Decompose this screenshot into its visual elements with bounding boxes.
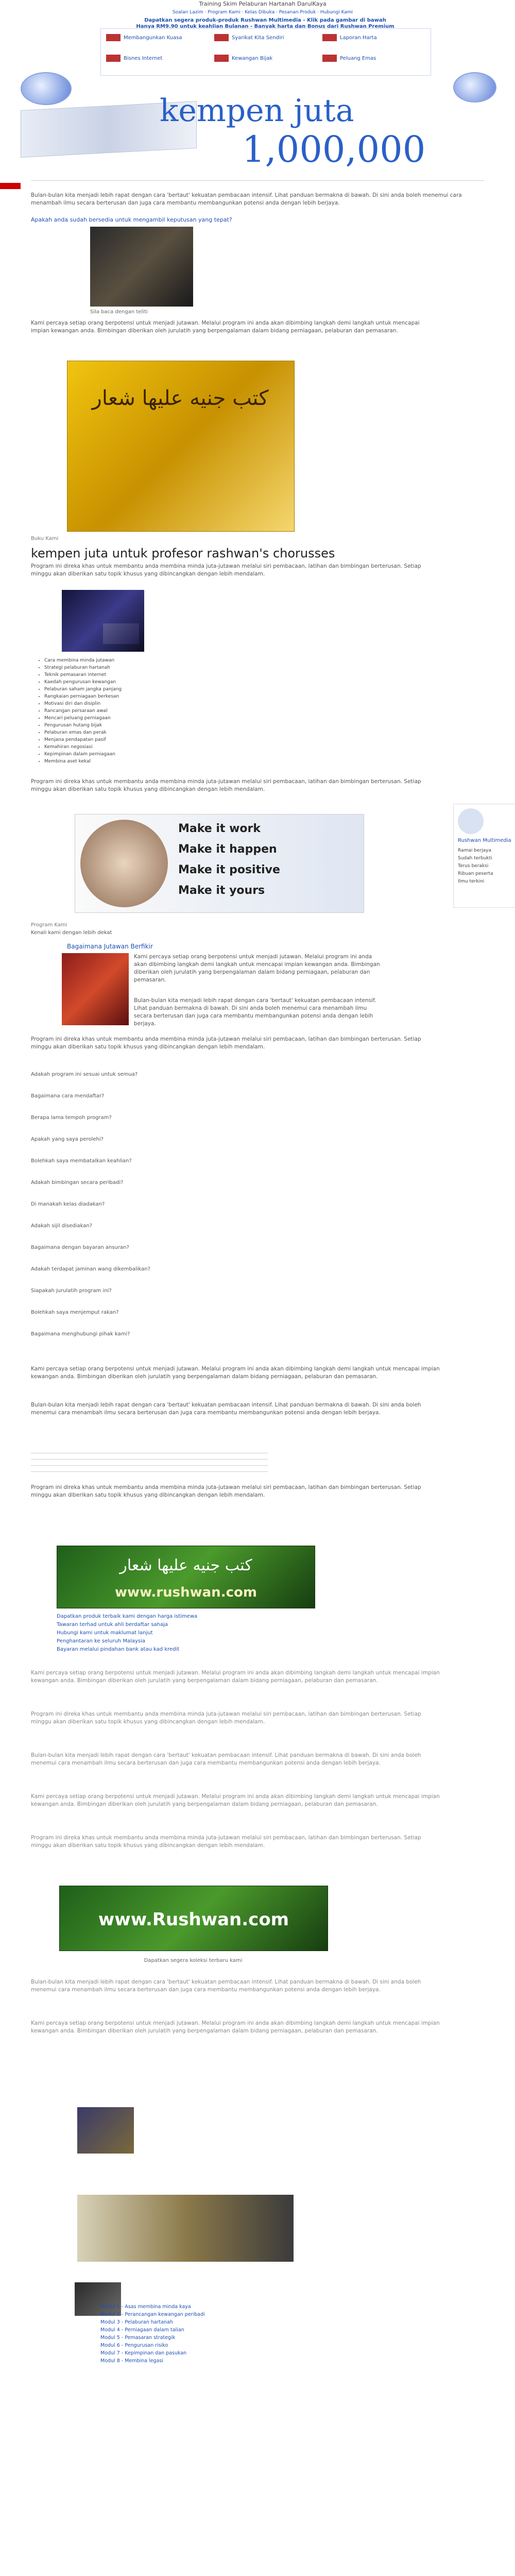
product-image-wide[interactable] [77,2195,294,2262]
product-image[interactable] [77,2107,134,2154]
section-label: Buku Kami [31,536,59,541]
long-text-5: Program ini direka khas untuk membantu anda membina minda juta-jutawan melalui siri pembacaan, latihan dan bimbingan berterusan. Setiap minggu akan diberikan satu topik khusus yang dibincangkan dengan lebih mendalam. [31,1835,421,1849]
list-item: • Membina aset kekal [44,758,242,765]
module-item[interactable]: Modul 7 - Kepimpinan dan pasukan [100,2350,187,2356]
list-item: • Kaedah pengurusan kewangan [44,679,242,686]
person-photo [80,820,168,907]
module-item[interactable]: Modul 2 - Perancangan kewangan peribadi [100,2312,205,2317]
list-item: • Pelaburan saham jangka panjang [44,686,242,693]
faq-answer-block-2: Bulan-bulan kita menjadi lebih rapat dengan cara 'bertaut' kekuatan pembacaan intensif. Lihat panduan bermakna di bawah. Di sini anda boleh menemui cara menambah ilmu secara berterusan dan juga cara membantu membangunkan potensi anda dengan lebih berjaya. [31,1402,421,1416]
faq-item[interactable]: Siapakah jurulatih program ini? [31,1288,112,1294]
module-item[interactable]: Modul 3 - Pelaburan hartanah [100,2319,173,2325]
module-item[interactable]: Modul 5 - Pemasaran strategik [100,2335,176,2341]
banner-caption: Dapatkan segera koleksi terbaru kami [144,1958,243,1963]
offer-line[interactable]: Bayaran melalui pindahan bank atau kad kredit [57,1647,180,1652]
faq-item[interactable]: Adakah bimbingan secara peribadi? [31,1180,124,1185]
list-item: • Pengurusan hutang bijak [44,722,242,729]
rushwan-banner[interactable] [57,1546,315,1608]
faq-item[interactable]: Apakah yang saya perolehi? [31,1137,104,1142]
promo-line-2[interactable]: Hanya RM9.90 untuk keahlian Bulanan - Banyak harta dan Bonus dari Rushwan Premium [136,24,394,29]
faq-item[interactable]: Bolehkah saya membatalkan keahlian? [31,1158,132,1164]
book-icon [322,34,337,41]
feature-list [36,657,242,765]
faq-answer-block: Kami percaya setiap orang berpotensi untuk menjadi jutawan. Melalui program ini anda akan dibimbing langkah demi langkah untuk mencapai impian kewangan anda. Bimbingan diberikan oleh jurulatih yang berpengalaman dalam bidang perniagaan, pelaburan dan pemasaran. [31,1366,440,1380]
intro-ask: Apakah anda sudah bersedia untuk mengambil keputusan yang tepat? [31,216,232,223]
book-icon [106,34,121,41]
ad-title: Rushwan Multimedia [458,838,511,843]
divider [31,1471,268,1472]
module-item[interactable]: Modul 6 - Pengurusan risiko [100,2343,168,2348]
ad-point: Ilmu terkini [458,879,485,884]
r-logo-icon [458,808,484,834]
long-text-6: Bulan-bulan kita menjadi lebih rapat dengan cara 'bertaut' kekuatan pembacaan intensif. Lihat panduan bermakna di bawah. Di sini anda boleh menemui cara menambah ilmu secara berterusan dan juga cara membantu membangunkan potensi anda dengan lebih berjaya. [31,1979,421,1993]
ad-point: Terus beraksi [458,863,489,869]
module-item[interactable]: Modul 1 - Asas membina minda kaya [100,2304,191,2310]
promo-line-1[interactable]: Dapatkan segera produk-produk Rushwan Multimedia - Klik pada gambar di bawah [144,18,386,23]
faq-item[interactable]: Berapa lama tempoh program? [31,1115,112,1121]
book-icon [106,55,121,62]
menu-item[interactable]: Peluang Emas [322,55,425,64]
make-it-line: Make it happen [178,843,277,856]
faq-item[interactable]: Bagaimana cara mendaftar? [31,1093,105,1099]
section-title: Bagaimana Jutawan Berfikir [67,943,153,950]
section-sub: Kenali kami dengan lebih dekat [31,930,112,936]
book-arabic-title: كتب جنيه عليها شعار [92,386,269,410]
intro-text-2: Kami percaya setiap orang berpotensi untuk menjadi jutawan. Melalui program ini anda akan dibimbing langkah demi langkah untuk mencapai impian kewangan anda. Bimbingan diberikan oleh jurulatih yang berpengalaman dalam bidang perniagaan, pelaburan dan pemasaran. [31,320,420,334]
faq-item[interactable]: Adakah terdapat jaminan wang dikembalikan? [31,1266,150,1272]
rushwan-banner-2[interactable] [59,1886,328,1951]
ad-point: Sudah terbukti [458,856,492,861]
list-item: • Menjana pendapatan pasif [44,736,242,743]
list-item: • Cara membina minda jutawan [44,657,242,664]
divider [31,1459,268,1460]
banner-arabic: كتب جنيه عليها شعار [119,1556,252,1574]
intro-image [90,227,193,307]
dvd-image-2 [103,623,139,644]
list-item: • Pelaburan emas dan perak [44,729,242,736]
section2-paragraph: Kami percaya setiap orang berpotensi untuk menjadi jutawan. Melalui program ini anda akan dibimbing langkah demi langkah untuk mencapai impian kewangan anda. Bimbingan diberikan oleh jurulatih yang berpengalaman dalam bidang perniagaan, pelaburan dan pemasaran. [134,954,380,983]
module-list [100,2303,255,2365]
long-text-7: Kami percaya setiap orang berpotensi untuk menjadi jutawan. Melalui program ini anda akan dibimbing langkah demi langkah untuk mencapai impian kewangan anda. Bimbingan diberikan oleh jurulatih yang berpengalaman dalam bidang perniagaan, pelaburan dan pemasaran. [31,2020,440,2034]
banner-number: 1,000,000 [242,128,426,171]
left-logo[interactable] [21,72,72,105]
section1-extra: Program ini direka khas untuk membantu anda membina minda juta-jutawan melalui siri pembacaan, latihan dan bimbingan berterusan. Setiap minggu akan diberikan satu topik khusus yang dibincangkan dengan lebih mendalam. [31,778,421,792]
book-icon [322,55,337,62]
faq-item[interactable]: Bagaimana menghubungi pihak kami? [31,1331,130,1337]
section2-paragraph-2: Bulan-bulan kita menjadi lebih rapat dengan cara 'bertaut' kekuatan pembacaan intensif. Lihat panduan bermakna di bawah. Di sini anda boleh menemui cara menambah ilmu secara berterusan dan juga cara membantu membangunkan potensi anda dengan lebih berjaya. [134,997,376,1027]
menu-item[interactable]: Syarikat Kita Sendiri [214,34,317,43]
intro-paragraph: Bulan-bulan kita menjadi lebih rapat dengan cara 'bertaut' kekuatan pembacaan intensif. Lihat panduan bermakna di bawah. Di sini anda boleh menemui cara menambah ilmu secara berterusan dan juga cara membantu membangunkan potensi anda dengan lebih berjaya. [31,192,462,206]
section-label: Program Kami [31,922,67,928]
menu-item[interactable]: Bisnes Internet [106,55,209,64]
banner-site-2: www.Rushwan.com [98,1909,289,1930]
top-nav[interactable]: Soalan Lazim · Program Kami · Kelas Dibuka · Pesanan Produk · Hubungi Kami [172,10,353,15]
book-icon [214,55,229,62]
list-item: • Kepimpinan dalam perniagaan [44,751,242,758]
page-header [0,0,515,180]
module-item[interactable]: Modul 4 - Perniagaan dalam talian [100,2327,184,2333]
offer-line[interactable]: Dapatkan produk terbaik kami dengan harga istimewa [57,1614,198,1619]
ad-point: Ribuan peserta [458,871,493,876]
list-item: • Kemahiran negosiasi [44,743,242,751]
module-item[interactable]: Modul 8 - Membina legasi [100,2358,163,2364]
banner-title: kempen juta [160,93,354,129]
section-paragraph: Program ini direka khas untuk membantu anda membina minda juta-jutawan melalui siri pembacaan, latihan dan bimbingan berterusan. Setiap minggu akan diberikan satu topik khusus yang dibincangkan dengan lebih mendalam. [31,563,421,577]
faq-item[interactable]: Di manakah kelas diadakan? [31,1201,105,1207]
offer-line[interactable]: Tawaran terhad untuk ahli berdaftar sahaja [57,1622,168,1628]
side-ad[interactable] [453,804,515,908]
divider [31,180,484,181]
list-item: • Rancangan persaraan awal [44,707,242,715]
list-item: • Strategi pelaburan hartanah [44,664,242,671]
long-text-2: Program ini direka khas untuk membantu anda membina minda juta-jutawan melalui siri pembacaan, latihan dan bimbingan berterusan. Setiap minggu akan diberikan satu topik khusus yang dibincangkan dengan lebih mendalam. [31,1711,421,1725]
product-menu [100,28,431,76]
offer-list [57,1613,314,1654]
right-logo[interactable] [453,72,496,103]
menu-item[interactable]: Laporan Harta [322,34,425,43]
make-it-banner[interactable] [75,814,364,913]
offer-line[interactable]: Hubungi kami untuk maklumat lanjut [57,1630,153,1636]
list-item: • Teknik pemasaran internet [44,671,242,679]
book-icon [214,34,229,41]
offer-line[interactable]: Penghantaran ke seluruh Malaysia [57,1638,146,1644]
long-text-4: Kami percaya setiap orang berpotensi untuk menjadi jutawan. Melalui program ini anda akan dibimbing langkah demi langkah untuk mencapai impian kewangan anda. Bimbingan diberikan oleh jurulatih yang berpengalaman dalam bidang perniagaan, pelaburan dan pemasaran. [31,1793,440,1807]
section2-paragraph-3: Program ini direka khas untuk membantu anda membina minda juta-jutawan melalui siri pembacaan, latihan dan bimbingan berterusan. Setiap minggu akan diberikan satu topik khusus yang dibincangkan dengan lebih mendalam. [31,1036,421,1050]
list-item: • Mencari peluang perniagaan [44,715,242,722]
ad-point: Ramai berjaya [458,848,492,853]
faq-item[interactable]: Bagaimana dengan bayaran ansuran? [31,1245,129,1250]
menu-item[interactable]: Membangunkan Kuasa [106,34,209,43]
make-it-line: Make it positive [178,863,280,876]
book-cover-image[interactable] [62,953,129,1025]
long-text: Kami percaya setiap orang berpotensi untuk menjadi jutawan. Melalui program ini anda akan dibimbing langkah demi langkah untuk mencapai impian kewangan anda. Bimbingan diberikan oleh jurulatih yang berpengalaman dalam bidang perniagaan, pelaburan dan pemasaran. [31,1670,440,1684]
list-item: • Motivasi diri dan disiplin [44,700,242,707]
top-title: Training Skim Pelaburan Hartanah DarulKaya [199,1,327,7]
faq-item[interactable]: Adakah sijil disediakan? [31,1223,93,1229]
long-text-3: Bulan-bulan kita menjadi lebih rapat dengan cara 'bertaut' kekuatan pembacaan intensif. Lihat panduan bermakna di bawah. Di sini anda boleh menemui cara menambah ilmu secara berterusan dan juga cara membantu membangunkan potensi anda dengan lebih berjaya. [31,1752,421,1766]
make-it-line: Make it work [178,822,261,835]
banner-site: www.rushwan.com [115,1585,257,1600]
list-item: • Rangkaian perniagaan berkesan [44,693,242,700]
divider [31,1465,268,1466]
pdf-icon[interactable] [0,183,21,189]
section-title: kempen juta untuk profesor rashwan's chorusses [31,546,335,561]
closing-text: Program ini direka khas untuk membantu anda membina minda juta-jutawan melalui siri pembacaan, latihan dan bimbingan berterusan. Setiap minggu akan diberikan satu topik khusus yang dibincangkan dengan lebih mendalam. [31,1484,421,1498]
read-more[interactable]: Sila baca dengan teliti [90,309,148,315]
faq-item[interactable]: Bolehkah saya menjemput rakan? [31,1310,119,1315]
faq-item[interactable]: Adakah program ini sesuai untuk semua? [31,1072,138,1077]
menu-item[interactable]: Kewangan Bijak [214,55,317,64]
faq-list [31,1072,443,1353]
make-it-line: Make it yours [178,884,265,897]
